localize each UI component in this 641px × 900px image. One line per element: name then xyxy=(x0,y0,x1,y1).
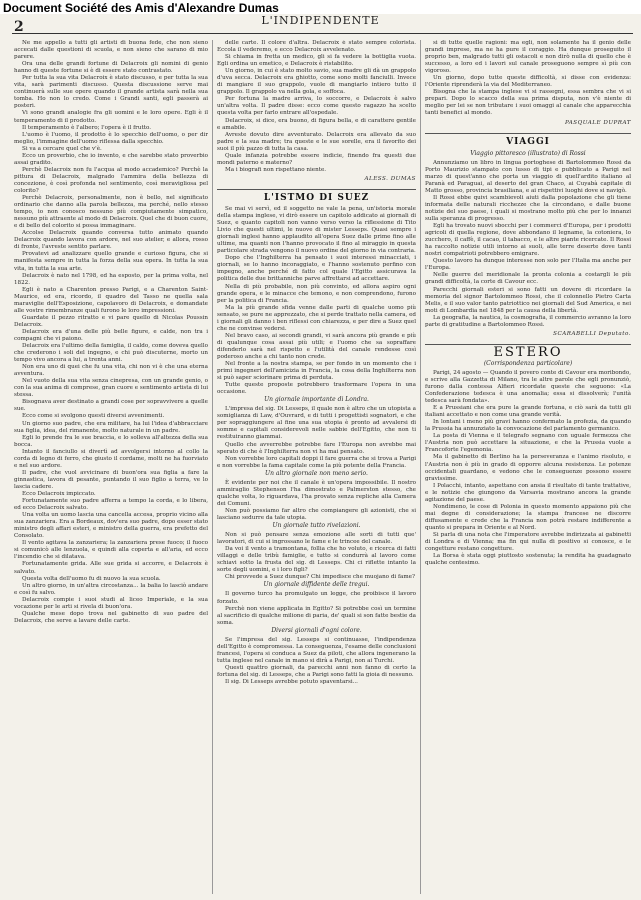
paragraph: La Borsa è stata oggi piuttosto sostenuta; la rendita ha guadagnato qualche centesimo. xyxy=(425,553,631,567)
paragraph: Bisogna che la stampa inglese vi si rassegni, essa sembra che vi si prepari. Dopo lo scacco della sua prima disputa, non v'è niente di meglio per lei se non tributare i suoi omaggi al canale che apparecchia tanti benefici al mondo. xyxy=(425,89,631,117)
paragraph: Nella di più probabile, non più convinto, ed allora aspiro ogni grande opera, e le minacce che temono, e non comprendono, furono per la politica di Francia. xyxy=(217,283,416,304)
paragraph: Fortunatamente suo padre afferra a tempo la corda, e lo libera, ed ecco Delacroix salvato. xyxy=(14,498,208,512)
paragraph: Egli è nato a Charenton presso Parigi, e a Charenton Saint-Maurice, ed era, ricordo, il quadro del Tasso ne quella sala maraviglie dell'Esposizione, capolavoro di Delacroix, e domandate alle vostre rimembranze quali furono le loro impressioni. xyxy=(14,286,208,314)
paragraph: Ma la più grande sfida venne dalle parti di qualche uomo più sensato, se pure ne apprezzato, che si perde trattato nella camera, ed i giornali gli danno i ben riflessi con chiarezza, e per dire a Suez quel che ne convinse vedersi. xyxy=(217,304,416,332)
paragraph: Un altro giorno, in un'altra circostanza... la balia lo lasciò andare e così fu salvo. xyxy=(14,582,208,596)
col3-top xyxy=(425,40,631,118)
col1-body xyxy=(14,40,208,625)
paragraph: Delacroix compie i suoi studi al liceo Imperiale, e la sua vocazione per le arti si rivela di buon'ora. xyxy=(14,596,208,610)
page-number: 2 xyxy=(14,19,24,35)
paragraph: Il vento agitava la zanzariera; la zanzariera prese fuoco; il fuoco si comunicò alle lenzuola, e quindi alla coperta e all'aria, ed ecco l'incendio che si dilatava. xyxy=(14,540,208,561)
column-1 xyxy=(14,40,208,894)
paragraph: Fortunatamente grida. Alle sue grida si accorre, e Delacroix è salvato. xyxy=(14,561,208,575)
paragraph: Delacroix, si dice, era buono, di figura bella, e di carattere gentile e amabile. xyxy=(217,117,416,131)
article-signature: SCARABELLI Deputato. xyxy=(553,330,631,337)
paragraph: Per tutta la sua vita Delacroix è stato discusso, e per tutta la sua vita, sarà parimenti discusso. Questa discussione serve mai continuerà sulle sue opere quando il grande artista sarà nella sua tomba. Ho non lo credo. Come i Grandi santi, egli passerà ai posteri. xyxy=(14,75,208,110)
paragraph: La posta di Vienna e il telegrafo segnano con uguale fermezza che l'Austria non può accettare la situazione, e che la Prussia vuole a Francoforte l'egemonia. xyxy=(425,433,631,454)
subheadline: Viaggio pittoresco (illustrato) di Rossi xyxy=(470,149,586,157)
subheadline: Un giornale tutto rivelazioni. xyxy=(272,522,361,530)
headline-estero: ESTERO xyxy=(425,344,631,356)
paragraph: Qualche mese dopo trova nel gabinetto di suo padre del Delacroix, che serve a lavare delle carte. xyxy=(14,610,208,624)
article-signature: PASQUALE DUPRAT xyxy=(564,119,631,126)
column-2 xyxy=(217,40,416,894)
paragraph: delle carte. Il colore d'altra. Delacroix è stato sempre colorista. Eccola il vederemo, e ecco Delacroix avvelenato. xyxy=(217,40,416,54)
paragraph: Il temperamento è l'albero; l'opera è il frutto. xyxy=(22,124,151,131)
suez-body xyxy=(217,206,416,396)
paragraph: Se mai vi servì, ed il soggetto ne vale la pena, un'istoria morale della stampa inglese, vi dirò essere un capitolo addicato ai giornali di Suez, e quanto capitoli non vanno verso verso la riflessione di Tito Livio che questi ultimi, le nuove di mister Lesseps. Quasi sempre i giornali inglesi hanno applaudito all'opera Suez dalle prime fino alle ultime, ma quanti non l'hanno provocato il fino al miraggio in questa particolare strada vengono il nuovo ordine del giorno in via contraria. xyxy=(217,205,416,255)
paragraph: Questa volta dell'uomo fu di nuovo la sua scuola. xyxy=(22,575,161,582)
viaggi-body xyxy=(425,160,631,273)
column-divider xyxy=(420,40,421,894)
subheadline: Un giornale importante di Londra. xyxy=(264,396,369,404)
paragraph: Questo lavoro ha dunque interesse non solo per l'Italia ma anche per l'Europa. xyxy=(425,258,631,272)
paragraph: Ecco Delacroix impiccato. xyxy=(22,491,96,497)
paragraph: Egli ha trovato nuovi sbocchi per i commerci d'Europa, per i prodotti agricoli di quella regione, dove abbondano il legname, la cotoniera, lo zucchero, il caffè, il cacao, il tabacco, e le altre piante ricercate. Il Rossi ha raccolto notizie utili intorno ai suoli, alle terre deserte dove tanti nostri compatrioti potrebbero emigrare. xyxy=(425,223,631,258)
paragraph: Se l'impresa del sig. Lesseps si continuasse, l'indipendenza dell'Egitto è compromessa. La conseguenza, l'esame delle conclusioni francesi, l'opera si conduca a Suez da piloti, che allora ingenerano la tutta inglese nel canale in mano si dirà a Parigi, non ai Turchi. xyxy=(217,636,416,664)
paragraph: Nondimeno, le cose di Polonia in questo momento appaiono più che mai degne di considerazione; la stampa francese ne discorre diffusamente e crede che la Francia non potrà restare indifferente a quanto si prepara in Oriente e al Nord. xyxy=(425,503,631,531)
tremenda-body xyxy=(217,532,416,581)
paragraph: Questi quattro giornali, da parecchi anni non fanno di certo la fortuna del sig. di Lesseps, che a Parigi sono fatti la gioia di nessuno. xyxy=(217,664,416,678)
paragraph: E a Prussiani che era pure la grande fortuna, e ciò sarà da tutti gli italiani accettato e non come una grande verità. xyxy=(425,405,631,419)
paragraph: Delacroix era l'ultimo della famiglia, il caldo, come doveva quello che crederono i soli del ingegno, e chi può discuterne, morto un tempo vivo ancora a lui, a trenta anni. xyxy=(14,343,208,364)
ultimo-body xyxy=(217,591,416,626)
subheadline: (Corrispondenza particolare) xyxy=(483,359,573,367)
paragraph: Nel bravo caso, ai secondi grandi, vi sarà ancora più grande e più di qualunque cosa assai più utili; e l'uomo che sa sopraffare difenderlo sarà nel rispetto e l'utilità del canale rendesse così poderoso anche a chi tanto non crede. xyxy=(217,332,416,360)
paragraph: È evidente per noi che il canale è un'opera impossibile. Il nostro ammiraglio Stephenson l'ha dimostrato e Palmerston stesso, che qualche volta, lo riguardava, l'ha provato senza repliche alla Camera dei Comuni. xyxy=(217,479,416,507)
paragraph: Si chiama in fretta un medico, gli si fa vedere la bottiglia vuota. Egli ordina un emetico, e Delacroix è ristabilito. xyxy=(217,54,416,68)
article-signature: ALESS. DUMAS xyxy=(364,175,416,182)
paragraph: Si parla di una nota che l'imperatore avrebbe indirizzata ai gabinetti di Londra e di Vienna; ma fin qui nulla di positivo si conosce, e le congetture restano congetture. xyxy=(425,532,631,553)
subheadline: Un altro giornale non meno serio. xyxy=(265,469,368,477)
paragraph: Il governo turco ha promulgato un legge, che proibisce il lavoro forzato. xyxy=(217,591,416,605)
paragraph: Intanto il fanciullo si divertì ad avvolgersi intorno al collo la corda di legno di ferro, che giusto il cordame, molti ne ha fuorviato e nel suo ardore. xyxy=(14,448,208,469)
paragraph: Non vorrebbe loro capitali doppi il fare guerra che si trova a Parigi e non vorrebbe la fama capitale come la più potente della Francia. xyxy=(217,455,416,469)
subheadline: Un giornale diffidente delle tregui. xyxy=(263,581,370,589)
paragraph: Nel vuoto della sua vita senza cinepresa, con un grande genio, o con la sua anima di comprese, gran cuore e sentimento artista di lui stessa. xyxy=(14,378,208,399)
paragraph: Ma i biografi non rispettano niente. xyxy=(225,166,327,173)
paragraph: Una volta un uomo lascia una cancella accesa, proprio vicino alla sua zanzariera. Era a Bordeaux, dov'era suo padre, dopo esser stato ministro degli affari esteri, e ministro della guerra, era prefetto del Consolato. xyxy=(14,512,208,540)
paragraph: Non può possiamo far altro che compiangere gli azionisti, che si lasciano sedurre da tale utopia. xyxy=(217,507,416,521)
paragraph: Accolse Delacroix quando conversa tutto animato quando Delacroix quando lavora con ardore, nel suo atelier, e allora, rosso di fronte, l'avreste sentito parlare. xyxy=(14,230,208,251)
header-rule xyxy=(12,33,633,34)
paragraph: In lontani i meno più gravi hanno confermato la profezia, da quando la Prussia ha annunziato la convocazione del parlamento germanico. xyxy=(425,419,631,433)
paragraph: Ne me appello a tutti gli artisti di buona fede, che non sieno accecati dalle questioni di scuola, e non sieno che sarano di mio parere. xyxy=(14,40,208,61)
paragraph: Nelle guerre del meridionale la pronta colonia a costargli le più grandi difficoltà, la corte di Cavour ecc. xyxy=(425,272,631,286)
paragraph: Tutte queste proposte potrebbero trasformare l'opera in una occasione. xyxy=(217,382,416,396)
paragraph: Delacroix era d'una delle più belle figure, e calde, non tra i compagni che vi paiono. xyxy=(14,328,208,342)
paragraph: Annunziamo un libro in lingua portoghese di Bartolommeo Rossi da Porto Maurizio stampato con lusso di tipi e pubblicato a Parigi nel marzo di quest'anno che porta un viaggio di quell'ardito italiano al Paranà ed Paraguai, al deserto del gran Chaco, ai Cuyabà capitale di Matto grosso, provincia brasiliana, e ai rispettivi luoghi dove si navigò. xyxy=(425,159,631,194)
paragraph: Perchè non viene applicata in Egitto? Si potrebbe così un termine al sacrificio di qualche milione di paria, de' quali si son fatte bestie da soma. xyxy=(217,605,416,626)
paragraph: Un giorno, dopo tutte queste difficoltà, si disse con evidenza: l'Oriente riprenderà la via del Mediterraneo. xyxy=(425,75,631,89)
paragraph: Ma il gabinetto di Berlino ha la perseveranza e l'animo risoluto, e l'Austria non è più in grado di opporre alcuna resistenza. Le potenze occidentali guardano, e vedono che le conseguenze possono essere gravissime. xyxy=(425,454,631,482)
paragraph: Avreste dovuto dire avventurato. Delacroix era allevato da suo padre e la sua madre; tra queste e le sue sorelle, era il favorito dei suoi il più pazzo di tutta la casa. xyxy=(217,131,416,152)
paragraph: Quello che avverrebbe potrebbe fare l'Europa non avrebbe mai sperato di che è l'Inghilterra non vi ha mai pensato. xyxy=(217,441,416,455)
watermark: Document Société des Amis d'Alexandre Dumas xyxy=(3,1,279,15)
paragraph: Da voi il vento a tramontana, follia che ho voluto, e ricerca di fatti villaggi e delle tribù famiglie, e tutto si condurrà al lavoro come schiavi sotto la frusta del sig. di Lesseps. Chi ci riflette intanto la sorte degli uomini, e i loro figli? xyxy=(217,546,416,574)
paragraph: Egli lo prende fra le sue braccia, e lo solleva all'altezza della sua bocca. xyxy=(14,434,208,448)
paragraph: Vi sono grandi analogie fra gli uomini e le loro opere. Egli è il temperamento di il prodotto. xyxy=(14,110,208,124)
paragraph: Ecco un proverbio, che io invento, e che sarebbe stato proverbio assai gradito. xyxy=(14,152,208,166)
paragraph: Dopo che l'Inghilterra ha pensato i suoi interessi minacciati, i giornali, se lo hanno incoraggiato, e l'hanno sostenuto perfino con impegno, anche perché di fatto col quale l'Egitto assicurava la politica delle due brittanniche parve affrettarsi ad accettare. xyxy=(217,255,416,283)
paragraph: Chi provvede a Suez dunque? Chi impedisce che muojano di fame? xyxy=(225,574,415,581)
paragraph: Parecchi giornali esteri si sono fatti un dovere di ricordare la memoria del signor Bartolommeo Rossi, che il colonnello Pietro Carta Melis, e il suo valor tanto patriottico nei giornali del Sud America, e nei moti di Lombardia nel 1848 per la causa della libertà. xyxy=(425,286,631,314)
paragraph: si di tutte quelle ragioni: ma egli, non solamente ha il genio delle grandi imprese, ma ne ha pure il coraggio. Ha dunque proseguito il proprio ben, malgrado tutti gli ostacoli e non dirò nulla di quello che è successo, a loro ed i lavori sul canale proseguono sempre sì più con vigoroso. xyxy=(425,40,631,75)
paragraph: Delacroix è nato nel 1798, ed ha esposto, per la prima volta, nel 1822. xyxy=(14,272,208,286)
headline-viaggi: VIAGGI xyxy=(425,133,631,146)
paragraph: L'uomo è l'uomo, il prodotto è lo specchio dell'uomo, o per dir meglio, l'immagine dell'uomo riflessa dalla specchio. xyxy=(14,131,208,145)
paragraph: Non si può pensare senza emozione alle sorti di tutti que' lavoratori, di cui si ingrossano le fame e le trincee del canale. xyxy=(217,532,416,546)
paragraph: Ora una delle grandi fortune di Delacroix gli nomini di genio hanno di queste fortune si è di essere stato contrastato. xyxy=(14,61,208,75)
paragraph: Guardate il pezzo ritratto e vi pare quello di Nicolas Poussin Delacroix. xyxy=(14,314,208,328)
paragraph: Un giorno suo padre, che era militare, ha lui l'idea d'abbracciare sua figlia, idea, del rimanente, molto naturale in un padre. xyxy=(14,420,208,434)
paragraph: Parigi, 24 agosto — Quando il povero conte di Cavour era moribondo, e scrive alla Gazzetta di Milano, tra le altre parole che egli pronunziò, furono dalla contessa Alfieri ricordate queste che seguono: «La Confederazione tedesca è una anomalia; essa si dissolverà; l'unità tedesca sarà fondata». xyxy=(425,369,631,405)
paragraph: Quale infanzia potrebbe essere indicie, finendo fra questi due mondi paterno e materno? xyxy=(217,152,416,166)
paragraph: Il Rossi ebbe quivi scambievoli aiuti dalla popolazione che gli tiene informata delle naturali ricchezze che la circondano, e dalle buone notizie del suo paese, i quali si mostrano molto più che per lo innanzi sulla speranza di progresso. xyxy=(425,194,631,223)
paragraph: Il sig. Di Lesseps avrebbe potuto spaventarsi... xyxy=(225,679,358,686)
column-3 xyxy=(425,40,631,894)
paragraph: Perchè Delacroix non fu l'acqua al modo accademico? Perchè la pittura di Delacroix, malgrado l'ammira della bellezza di concezione, è così profonda nel sentimento, così meravigliosa pel colorito? xyxy=(14,166,208,194)
paragraph: Perchè Delacroix, personalmente, non è bello, nel significato ordinario che danno alla parola bellezza, ma perché, nello stesso tempo, io non conosco nessuno più compiutamente simpatico, nessuno più attraente al modo di Delacroix. Quel che di buon cuore, e di bello del colorito si possa immaginare. xyxy=(14,195,208,230)
paragraph: Bisognava aver destinato a grandi cose per sopravvivere a quelle sue. xyxy=(14,399,208,413)
paragraph: I Polacchi, intanto, aspettano con ansia il risultato di tante trattative, e le notizie che giungono da Varsavia mostrano ancora la grande agitazione del paese. xyxy=(425,482,631,503)
paragraph: Si va a cercare quel che v'è. xyxy=(22,145,102,152)
headline-suez: L'ISTMO DI SUEZ xyxy=(217,189,416,202)
paragraph: Per fortuna la madre arriva, lo soccorre, e Delacroix è salvo un'altra volta. Il padre disse: ecco come questo ragazzo ha scelto questa volta per farlo entrare all'ospedale. xyxy=(217,96,416,117)
patria-body xyxy=(425,272,631,328)
estero-body xyxy=(425,370,631,567)
subheadline: Diversi giornali d'ogni colore. xyxy=(271,626,362,634)
paragraph: Il padre, che vuol avvicinare di buon'ora sua figlia a fare la ginnastica, lavora di pesante, puntando il suo figlio a terra, ve lo lascia cadere. xyxy=(14,469,208,490)
grande-body xyxy=(217,480,416,522)
masthead: L'INDIPENDENTE xyxy=(261,14,380,27)
column-divider xyxy=(212,40,213,894)
paragraph: L'impresa del sig. Di Lesseps, il quale non è altro che un utopista a somiglianza di Law, d'Ouvrard, e di tutti i progettisti sognatori, e che per sopraggiungere al fine una sua utopia è pronto ad avvalersi di somme e capitali considerevoli nelle sabbie dell'Egitto, che non ti restituiranno giammai. xyxy=(217,406,416,441)
paragraph: Nel fronte a la nostra stampa, se per fondo in un momento che i primi ingegneri dell'amicizia in Francia, la cosa della Inghilterra non si può saper sciorinare prima di perduta. xyxy=(217,361,416,382)
paragraph: La geografia, la nautica, la cosmografia, il commercio avranno la loro parte di gratitudine a Bartolommeo Rossi. xyxy=(425,314,631,328)
paragraph: Provatevi ad analizzare quello grande e curioso figura, che si manifesta sempre in tutta la forza della sua opera. In tutta la sua vita, in tutta la sua arte. xyxy=(14,251,208,272)
fine-body xyxy=(217,637,416,686)
londra-body xyxy=(217,406,416,469)
col2-intro xyxy=(217,40,416,174)
paragraph: Un giorno, in cui è stato molto savio, sua madre gli dà un grappolo d'uva secca. Delacroix era ghiotto, come sono molti fanciulli. Invece di mangiare il suo grappolo, vuole di mangiarlo intiero tutto il grappolo. Il grappolo va nella gola, e soffoca. xyxy=(217,68,416,96)
paragraph: Ecco come si svolgono questi diversi avvenimenti. xyxy=(22,413,165,420)
paragraph: Non era uno di quei che fu una vita, chi non vi è che una eterna avventura. xyxy=(14,364,208,378)
